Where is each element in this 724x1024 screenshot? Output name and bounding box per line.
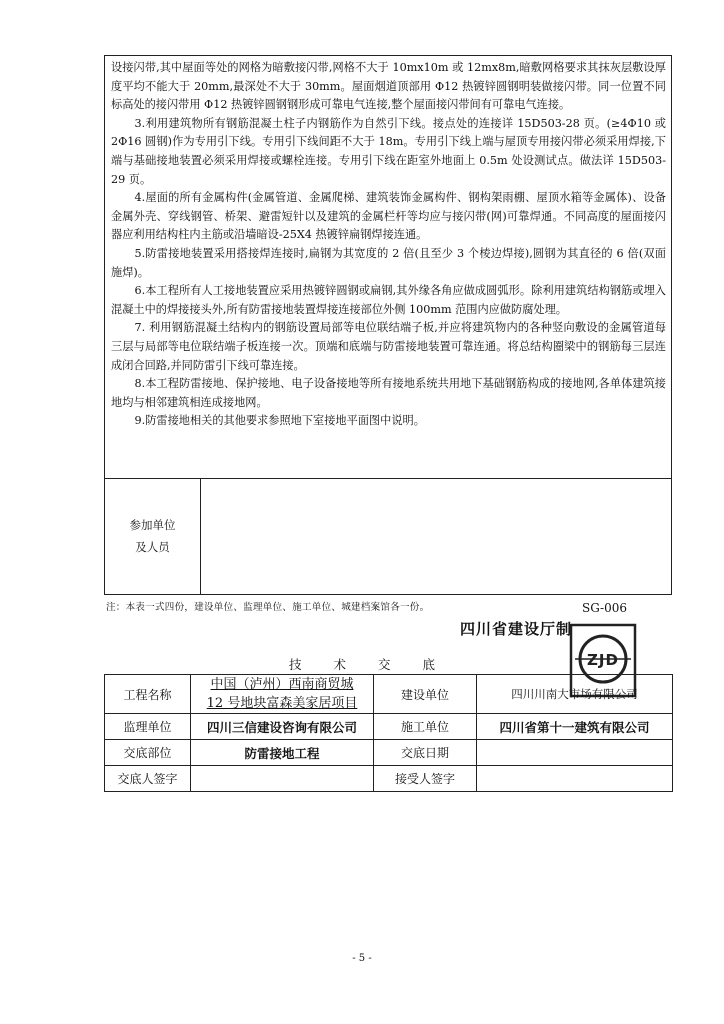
table-divider bbox=[105, 478, 671, 479]
supervision-unit-value: 四川三信建设咨询有限公司 bbox=[191, 714, 374, 740]
construction-unit-label: 建设单位 bbox=[374, 675, 477, 714]
note-paragraph-3: 3.利用建筑物所有钢筋混凝土柱子内钢筋作为自然引下线。接点处的连接详 15D503-28 页。(≥4Φ10 或 2Φ16 圆钢)作为专用引下线。专用引下线间距不大于 18m。专用引下线上端与屋顶专用接闪带必须采用焊接,下端与基础接地装置必须采用焊接或螺栓连接。专用引下线在距室外地面上 0.5m 处设测试点。做法详 15D503-29 页。 bbox=[111, 116, 666, 186]
page-number: - 5 - bbox=[352, 953, 372, 964]
note-paragraph-6: 6.本工程所有人工接地装置应采用热镀锌圆钢或扁钢,其外缘各角应做成圆弧形。除利用建筑结构钢筋或埋入混凝土中的焊接接头外,所有防雷接地装置焊接连接部位外侧 100mm 范围内应做防腐处理。 bbox=[111, 284, 666, 316]
presenter-sign-value[interactable] bbox=[191, 766, 374, 792]
svg-text:ZJD: ZJD bbox=[587, 651, 619, 669]
note-paragraph-4: 4.屋面的所有金属构件(金属管道、金属爬梯、建筑装饰金属构件、钢构架雨棚、屋顶水箱等金属体)、设备金属外壳、穿线钢管、桥架、避雷短针以及建筑的金属栏杆等均应与接闪带(网)可靠焊通。不同高度的屋面接闪器应利用结构柱内主筋或沿墙暗设-25X4 热镀锌扁钢焊接连通。 bbox=[111, 191, 666, 242]
part-label: 交底部位 bbox=[105, 740, 191, 766]
note-paragraph-2-continued: 设接闪带,其中屋面等处的网格为暗敷接闪带,网格不大于 10mx10m 或 12mx8m,暗敷网格要求其抹灰层敷设厚度平均不能大于 20mm,最深处不大于 30mm。屋面烟道顶部用 Φ12 热镀锌圆钢明装做接闪带。同一位置不同标高处的接闪带用 Φ12 热镀锌圆钢钢形成可靠电气连接,整个屋面接闪带间有可靠电气连接。 bbox=[111, 61, 666, 112]
participants-label-line2: 及人员 bbox=[135, 540, 170, 554]
receiver-sign-label: 接受人签字 bbox=[374, 766, 477, 792]
form-code: SG-006 bbox=[582, 601, 627, 615]
project-name-value bbox=[191, 675, 374, 714]
note-paragraph-7: 7. 利用钢筋混凝土结构内的钢筋设置局部等电位联结端子板,并应将建筑物内的各种竖向敷设的金属管道每三层与局部等电位联结端子板连接一次。顶端和底端与防雷接地装置可靠连通。将总结构圈梁中的钢筋每三层连成闭合回路,并同防雷引下线可靠连接。 bbox=[111, 321, 666, 372]
note-paragraph-8: 8.本工程防雷接地、保护接地、电子设备接地等所有接地系统共用地下基础钢筋构成的接地网,各单体建筑接地均与相邻建筑相连成接地网。 bbox=[111, 377, 666, 409]
publisher-label: 四川省建设厅制 bbox=[460, 620, 573, 638]
builder-value: 四川省第十一建筑有限公司 bbox=[477, 714, 673, 740]
project-name-label: 工程名称 bbox=[105, 675, 191, 714]
presenter-sign-label: 交底人签字 bbox=[105, 766, 191, 792]
date-value[interactable] bbox=[477, 740, 673, 766]
project-name-line2: 12 号地块富森美家居项目 bbox=[206, 696, 358, 711]
date-label: 交底日期 bbox=[374, 740, 477, 766]
column-divider bbox=[200, 478, 201, 594]
technical-notes-table bbox=[104, 55, 672, 595]
participants-label-line1: 参加单位 bbox=[129, 518, 176, 532]
supervision-unit-label: 监理单位 bbox=[105, 714, 191, 740]
note-paragraph-9: 9.防雷接地相关的其他要求参照地下室接地平面图中说明。 bbox=[134, 414, 425, 428]
project-name-line1: 中国（泸州）西南商贸城 bbox=[210, 677, 354, 692]
participants-label bbox=[105, 514, 200, 558]
note-paragraph-5: 5.防雷接地装置采用搭接焊连接时,扁钢为其宽度的 2 倍(且至少 3 个棱边焊接),圆钢为其直径的 6 倍(双面施焊)。 bbox=[111, 246, 666, 279]
form2-title: 技 术 交 底 bbox=[289, 657, 449, 672]
copies-note: 注：本表一式四份，建设单位、监理单位、施工单位、城建档案馆各一份。 bbox=[106, 602, 430, 613]
part-value: 防雷接地工程 bbox=[191, 740, 374, 766]
receiver-sign-value[interactable] bbox=[477, 766, 673, 792]
builder-label: 施工单位 bbox=[374, 714, 477, 740]
notes-text bbox=[111, 59, 666, 431]
technical-briefing-form bbox=[104, 674, 673, 792]
construction-unit-value: 四川川南大市场有限公司 bbox=[477, 675, 673, 714]
